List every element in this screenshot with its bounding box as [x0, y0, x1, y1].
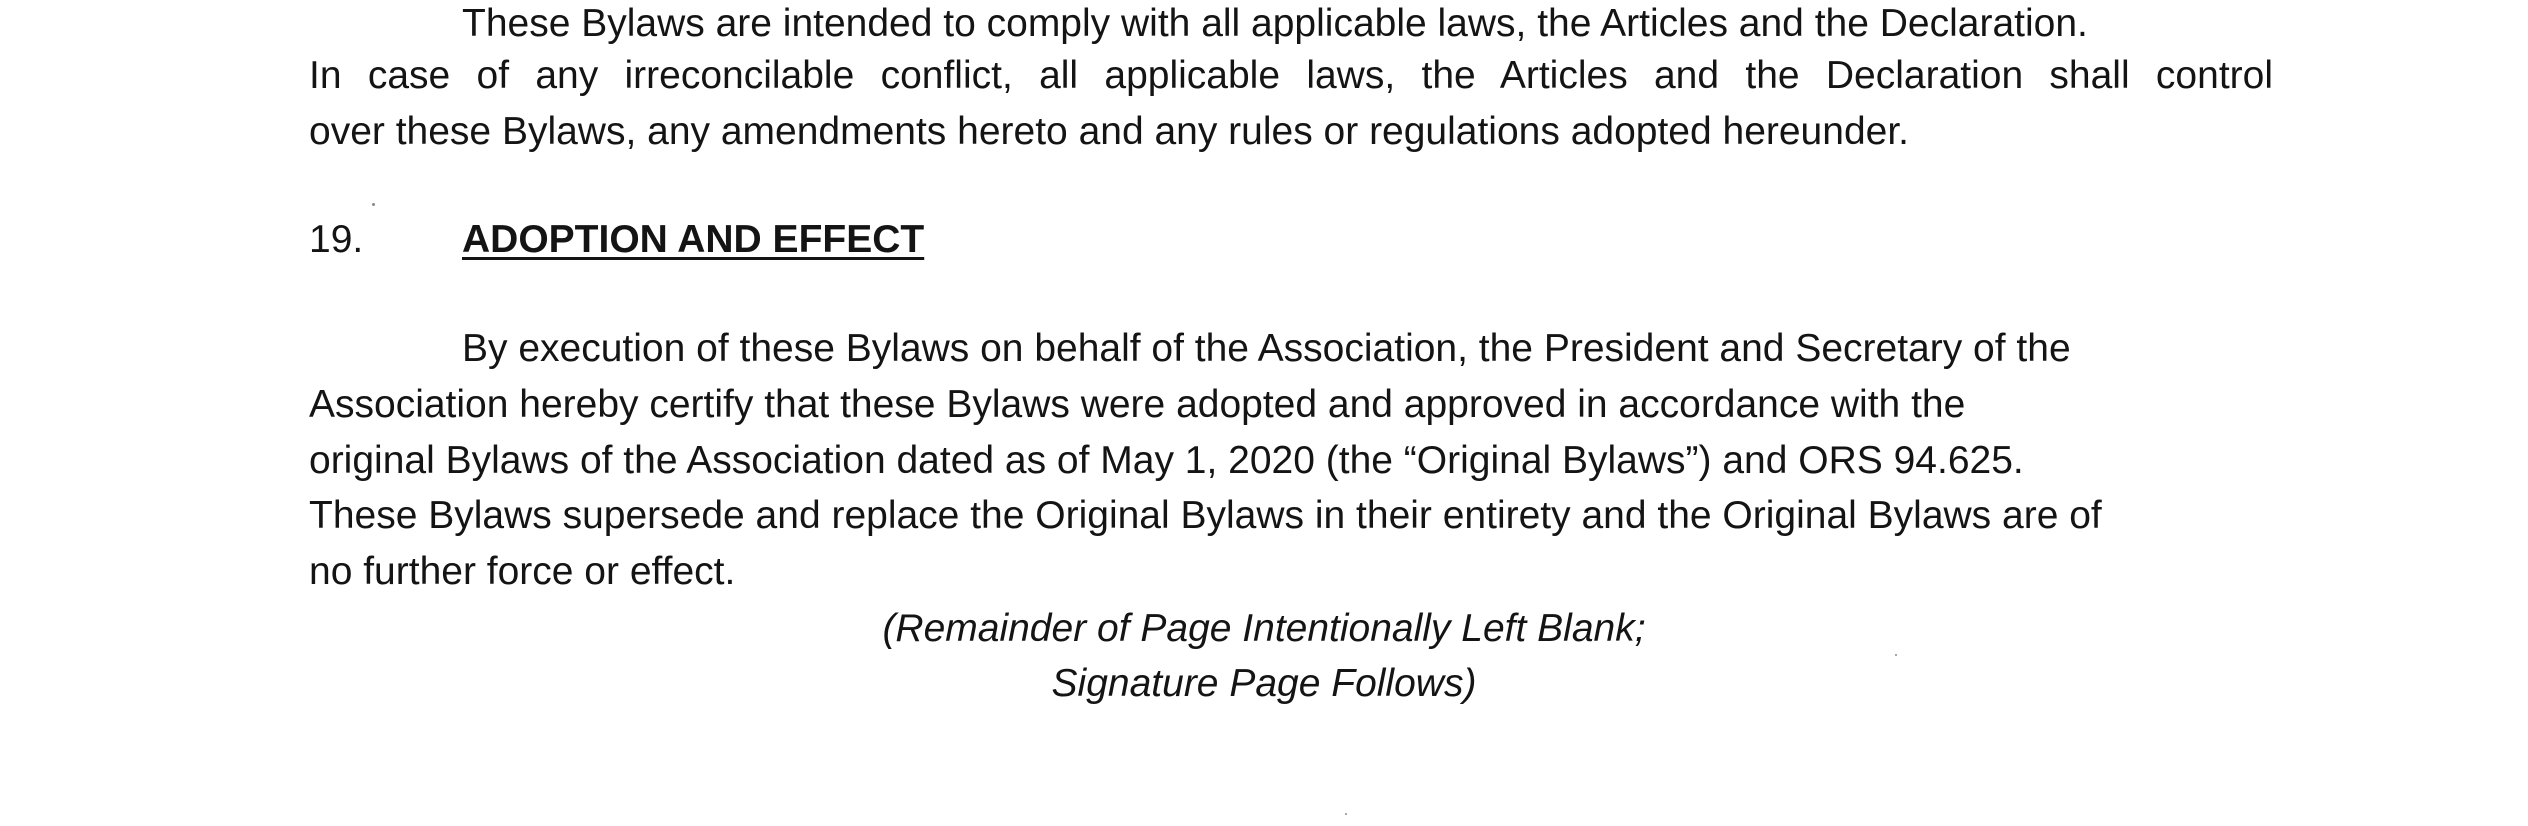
paragraph-2-line-4: These Bylaws supersede and replace the Original Bylaws in their entirety and the Original Bylaws are of: [309, 494, 2102, 537]
paragraph-1-line-1: These Bylaws are intended to comply with all applicable laws, the Articles and the Declaration.: [462, 2, 2088, 45]
paragraph-1-line-3: over these Bylaws, any amendments hereto and any rules or regulations adopted hereunder.: [309, 110, 1909, 153]
closing-note-line-1: (Remainder of Page Intentionally Left Blank;: [882, 607, 1646, 650]
paragraph-2-line-3: original Bylaws of the Association dated as of May 1, 2020 (the “Original Bylaws”) and ORS 94.625.: [309, 439, 2024, 482]
section-title: ADOPTION AND EFFECT: [462, 218, 925, 261]
section-number: 19.: [309, 218, 364, 261]
paragraph-2-line-2: Association hereby certify that these Bylaws were adopted and approved in accordance with the: [309, 383, 1966, 426]
paragraph-2-line-1: By execution of these Bylaws on behalf of the Association, the President and Secretary of the: [462, 327, 2071, 370]
scan-speck: [1895, 654, 1897, 656]
scan-speck: [1345, 813, 1347, 815]
scan-speck: [372, 203, 375, 206]
closing-note-line-2: Signature Page Follows): [1051, 662, 1477, 705]
paragraph-1-line-2: In case of any irreconcilable conflict, all applicable laws, the Articles and the Declaration shall control: [309, 54, 2273, 97]
paragraph-2-line-5: no further force or effect.: [309, 550, 736, 593]
